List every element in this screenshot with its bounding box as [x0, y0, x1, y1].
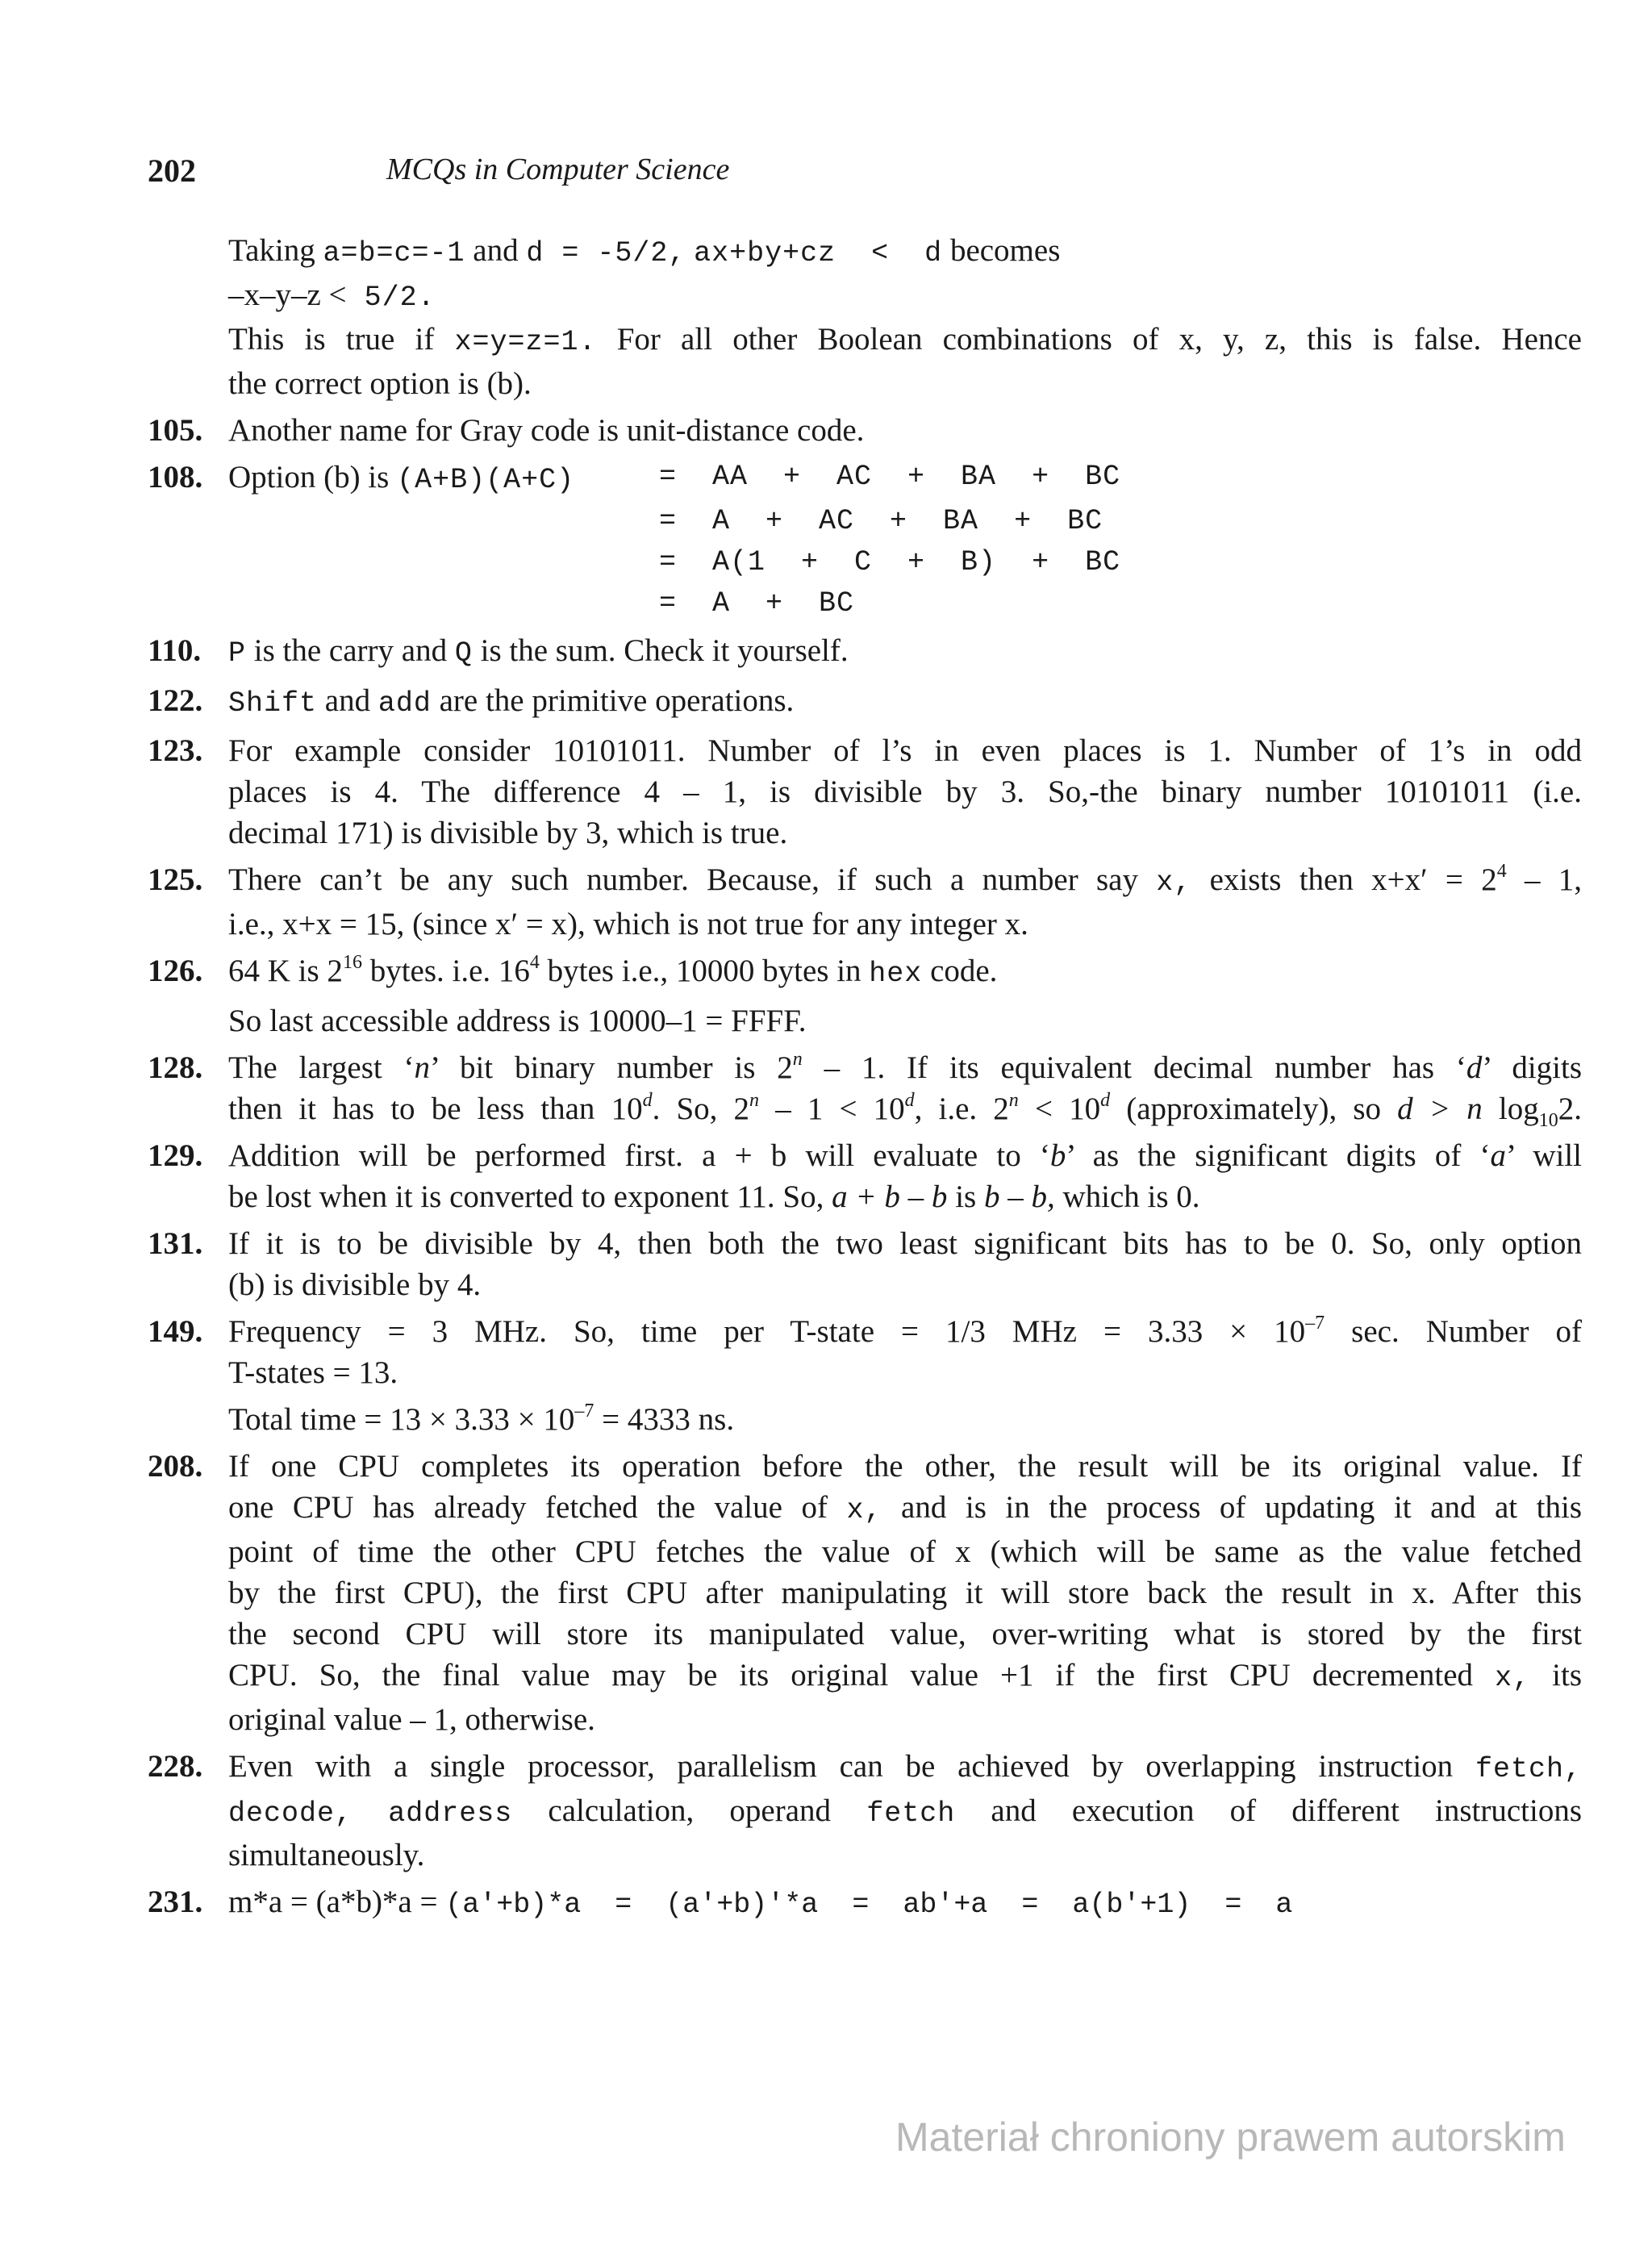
answer-number: 208.	[148, 1449, 203, 1484]
answer-text	[148, 230, 1582, 1931]
answer-number: 126.	[148, 954, 203, 988]
answer-131: 131. If it is to be divisible by 4, then both the two least significant bits has to be 0. So, only option (b) is divisible by 4.	[148, 1223, 1582, 1305]
derivation-step: = AA + AC + BA + BC	[659, 461, 1121, 493]
answer-number: 228.	[148, 1749, 203, 1784]
answer-number: 149.	[148, 1314, 203, 1349]
derivation: Option (b) is (A+B)(A+C) = AA + AC + BA + BC = A + AC + BA + BC = A(1 + C + B) + BC = A + BC	[228, 457, 1582, 624]
answer-number: 123.	[148, 733, 203, 768]
copyright-watermark: Materiał chroniony prawem autorskim	[895, 2114, 1566, 2160]
answer-110: 110. P is the carry and Q is the sum. Check it yourself.	[148, 630, 1582, 674]
derivation-step: = A(1 + C + B) + BC	[659, 546, 1121, 578]
answer-number: 108.	[148, 460, 203, 495]
intro-line-1: Taking a=b=c=-1 and d = -5/2, ax+by+cz < d becomes	[228, 233, 1061, 269]
intro-line-4: the correct option is (b).	[228, 366, 532, 401]
answer-208: 208. If one CPU completes its operation before the other, the result will be its original value. If one CPU has already fetched the value of x, and is in the process of updating it and at this point of time the other CPU fetches the value of x (which will be same as the value fetched by the first CPU), the first CPU after manipulating it will store back the result in x. After this the second CPU will store its manipulated value, over-writing what is stored by the first CPU. So, the final value may be its original value +1 if the first CPU decremented x, its original value – 1, otherwise.	[148, 1446, 1582, 1740]
answer-231: 231. m*a = (a*b)*a = (a′+b)*a = (a′+b)′*a = ab′+a = a(b′+1) = a	[148, 1881, 1582, 1926]
answer-number: 131.	[148, 1226, 203, 1261]
page-header	[148, 152, 1600, 200]
answer-number: 105.	[148, 413, 203, 448]
answer-126: 126. 64 K is $2^{16}$ bytes. i.e. $16^4$ bytes i.e., 10000 bytes in hex code. So last accessible address is 10000–1 = FFFF.	[148, 952, 998, 1038]
answer-122: 122. Shift and add are the primitive operations.	[148, 680, 1582, 724]
answer-123: 123. For example consider 10101011. Number of l’s in even places is 1. Number of 1’s in odd places is 4. The difference 4 – 1, is divisible by 3. So,-the binary number 10101011 (i.e. decimal 171) is divisible by 3, which is true.	[148, 730, 1582, 854]
answer-228: 228. Even with a single processor, parallelism can be achieved by overlapping instruction fetch, decode, address calculation, operand fetch and execution of different instructions simultaneously.	[148, 1746, 1582, 1876]
answer-128: 128. The largest ‘n’ bit binary number is 2$^n$ – 1. If its equivalent decimal number has ‘d’ digits then it has to be less than 10$^d$. So, $2^n - 1 < 10^d$, i.e. $2^n < 10^d$ (approximately), so d > n $\log_{10}2$.	[148, 1049, 1583, 1131]
answer-129: 129. Addition will be performed first. a + b will evaluate to ‘b’ as the significant digits of ‘a’ will be lost when it is converted to exponent 11. So, a + b – b is b – b, which is 0.	[148, 1135, 1582, 1217]
answer-number: 231.	[148, 1885, 203, 1919]
answer-105: 105. Another name for Gray code is unit-distance code.	[148, 410, 1582, 451]
page-number: 202	[148, 152, 196, 189]
derivation-step: = A + BC	[659, 587, 855, 620]
intro-line-3: This is true if x=y=z=1. For all other Boolean combinations of x, y, z, this is false. Hence	[228, 322, 1582, 358]
answer-149: 149. Frequency = 3 MHz. So, time per T-state = 1/3 MHz = $3.33 \times 10^{-7}$ sec. Number of T-states = 13. Total time = $13 \times 3.33 \times 10^{-7} = 4333$ ns.	[148, 1313, 1582, 1437]
answer-number: 129.	[148, 1138, 203, 1173]
answer-125: 125. There can’t be any such number. Because, if such a number say x, exists then $x+x' = 2^4 - 1$, i.e., x+x = 15, (since x′ = x), which is not true for any integer x.	[148, 861, 1583, 941]
answer-number: 128.	[148, 1050, 203, 1085]
answer-number: 125.	[148, 862, 203, 897]
intro-line-2: –x–y–z < 5/2.	[228, 278, 436, 314]
answer-number: 122.	[148, 683, 203, 718]
running-title: MCQs in Computer Science	[386, 152, 730, 186]
derivation-step: = A + AC + BA + BC	[659, 505, 1103, 537]
answer-108	[148, 457, 1582, 624]
answer-continuation	[148, 230, 1582, 404]
answer-number: 110.	[148, 633, 202, 668]
